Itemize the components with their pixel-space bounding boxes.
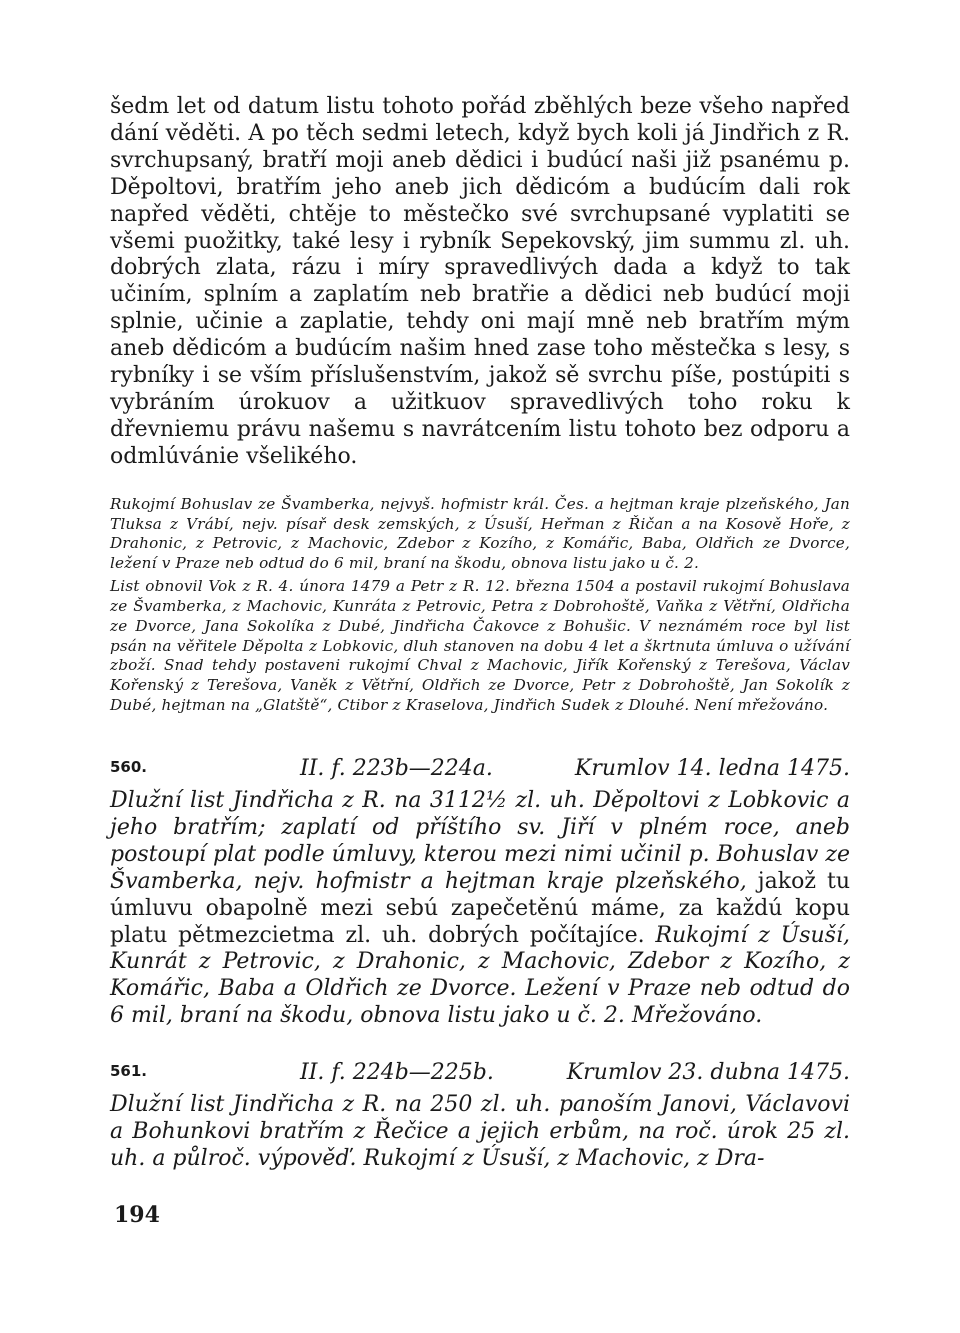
- entry-number: 561.: [110, 1062, 148, 1081]
- note-renewal: List obnovil Vok z R. 4. února 1479 a Petr z R. 12. března 1504 a postavil rukojmí Bohuslava ze Švamberka, z Machovic, Kunráta z Petrovic, Petra z Dobrohoště, Vaňka z Větřní, Oldřicha ze Dvorce, Jana Sokolíka z Dubé, Jindřicha Čakovce z Bohušic. V neznámém roce byl list psán na věřitele Děpolta z Lobkovic, dluh stanoven na dobu 4 let a škrtnuta úmluva o užívání zboží. Snad tehdy postaveni rukojmí Chval z Machovic, Jiřík Kořenský z Terešova, Václav Kořenský z Terešova, Vaněk z Větřní, Oldřich ze Dvorce, Petr z Dobrohoště, Jan Sokolík z Dubé, hejtman na „Glatště“, Ctibor z Kraselova, Jindřich Sudek z Dlouhé. Není mřežováno.: [110, 577, 850, 715]
- entry-body-quote: jakož tu úmluvu obapolně mezi sebú zapečetěnú máme, za každú kopu platu pětmezcietma zl. uh. dobrých počítajíce.: [110, 868, 850, 948]
- entry-place-date: Krumlov 14. ledna 1475.: [574, 755, 850, 781]
- entry-number: 560.: [110, 757, 148, 776]
- entry-560: [110, 756, 850, 1030]
- entry-body-part-c: Rukojmí z Úsuší, Kunrát z Petrovic, z Drahonic, z Machovic, Zdebor z Kozího, z Komářic, Baba a Oldřich ze Dvorce. Ležení v Praze neb odtud do 6 mil, braní na škodu, obnova listu jako u č. 2. Mřežováno.: [110, 922, 850, 1029]
- entry-561: [110, 1060, 850, 1173]
- entry-reference: II. f. 224b—225b.: [300, 1060, 494, 1086]
- entry-body: Dlužní list Jindřicha z R. na 250 zl. uh. panoším Janovi, Václavovi a Bohunkovi bratřím z Řečice a jejich erbům, na roč. úrok 25 zl. uh. a půlroč. výpověď. Rukojmí z Úsuší, z Machovic, z Dra-: [110, 1092, 850, 1171]
- page-number: 194: [114, 1202, 160, 1228]
- page-content: [110, 94, 850, 1173]
- entry-body: [110, 788, 850, 1030]
- entry-body-part-a: Dlužní list Jindřicha z R. na 3112½ zl. uh. Děpoltovi z Lobkovic a jeho bratřím; zaplatí od příštího sv. Jiří v plném roce, aneb postoupí plat podle úmluvy, kterou mezi nimi učinil p. Bohuslav ze Švamberka, nejv. hofmistr a hejtman kraje plzeňského,: [110, 787, 850, 894]
- entry-place-date: Krumlov 23. dubna 1475.: [566, 1060, 850, 1086]
- entry-reference: II. f. 223b—224a.: [300, 755, 493, 781]
- main-paragraph: šedm let od datum listu tohoto pořád zběhlých beze všeho napřed dání věděti. A po těch sedmi letech, když bych koli já Jindřich z R. svrchupsaný, bratří moji aneb dědici i budúcí naši již psanému p. Děpoltovi, bratřím jeho aneb jich dědicóm a budúcím dali rok napřed věděti, chtěje to městečko své svrchupsané vyplatiti se všemi puožitky, také lesy i rybník Sepekovský, jim summu zl. uh. dobrých zlata, rázu i míry spravedlivých dada a když to tak učiním, splním a zaplatím neb bratřie a dědici neb budúcí moji splnie, učinie a zaplatie, tehdy oni mají mně neb bratřím mým aneb dědicóm a budúcím našim hned zase toho městečka s lesy, s rybníky i se vším příslušenstvím, jakož sě svrchu píše, postúpiti s vybráním úrokuov a užitkuov spravedlivých toho roku k dřevniemu právu našemu s navrátcením listu tohoto bez odporu a odmlúvánie všelikého.: [110, 94, 850, 469]
- entry-heading: [110, 756, 850, 784]
- note-sureties: Rukojmí Bohuslav ze Švamberka, nejvyš. hofmistr král. Čes. a hejtman kraje plzeňského, Jan Tluksa z Vrábí, nejv. písař desk zemských, z Úsuší, Heřman z Řičan a na Kosově Hoře, z Drahonic, z Petrovic, z Machovic, Zdebor z Kozího, z Komářic, Baba, Oldřich ze Dvorce, ležení v Praze neb odtud do 6 mil, braní na škodu, obnova listu jako u č. 2.: [110, 494, 850, 573]
- entry-heading: [110, 1060, 850, 1088]
